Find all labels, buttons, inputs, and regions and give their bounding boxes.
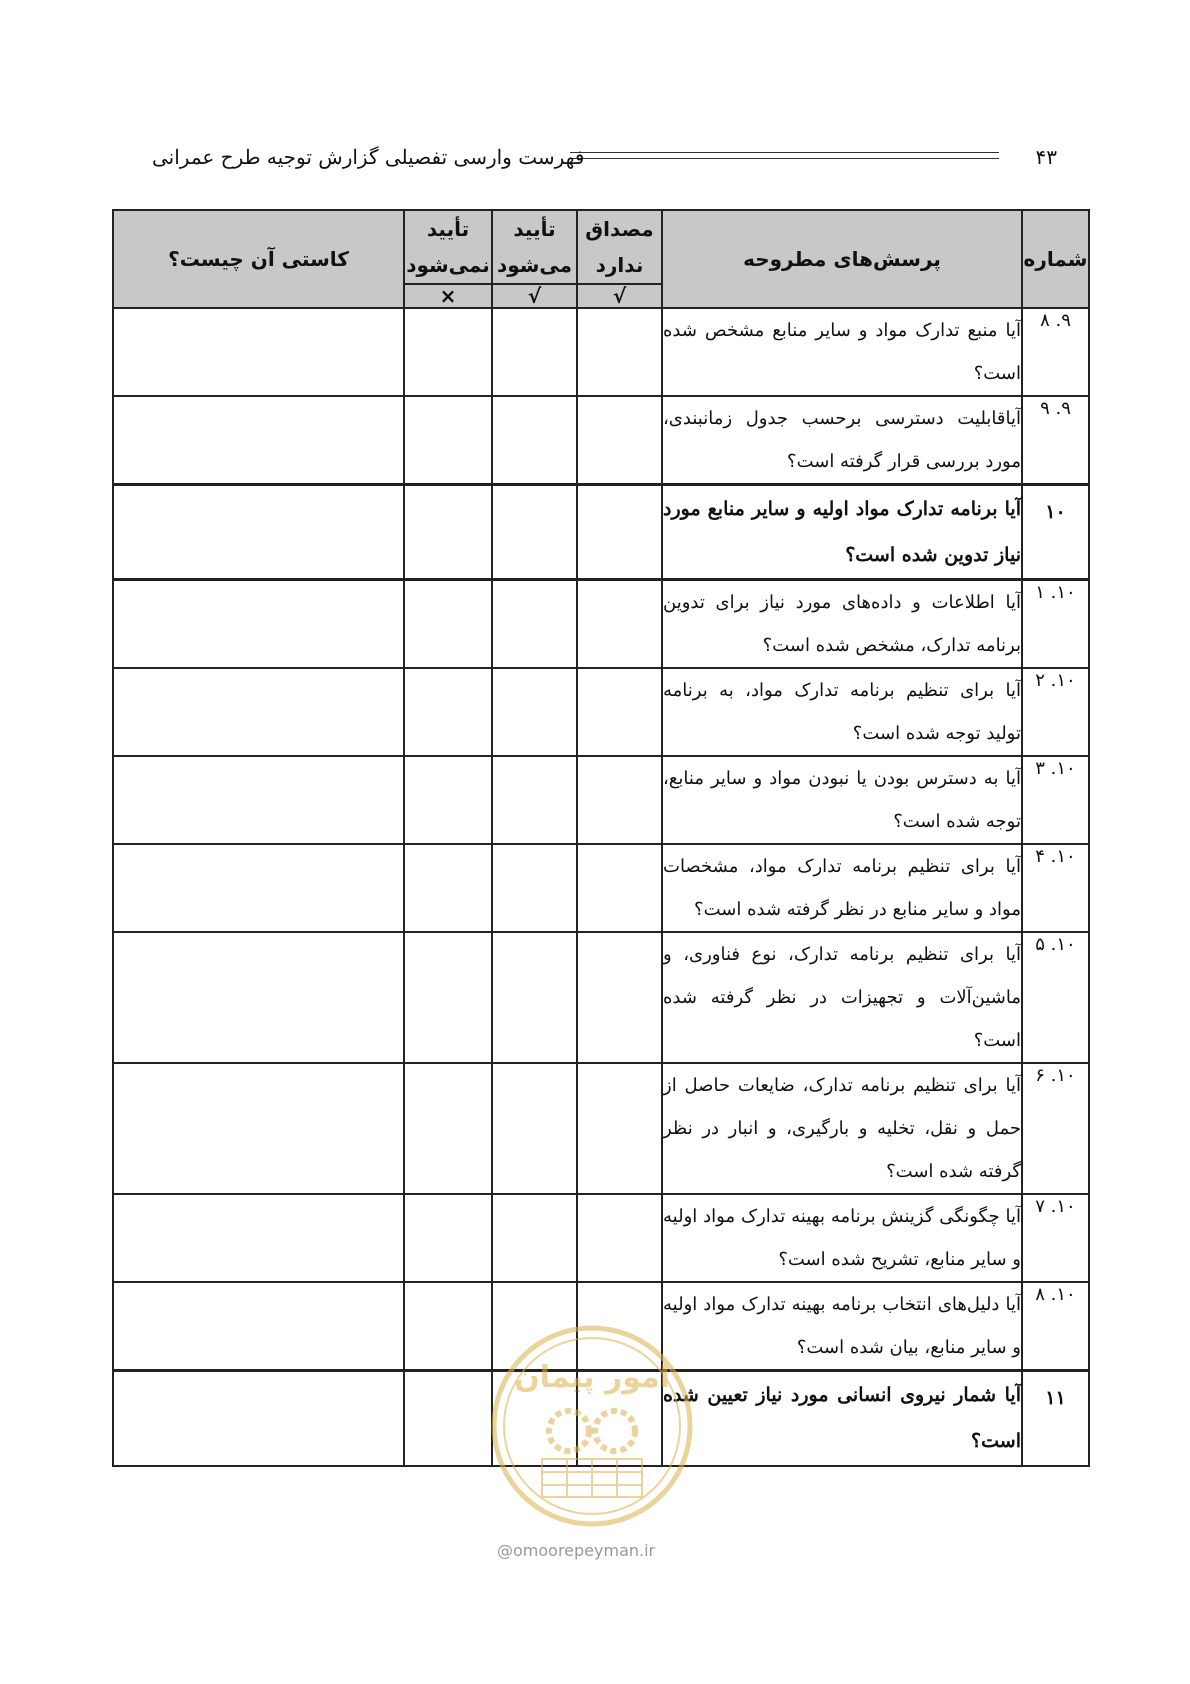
cell-confirmed — [492, 485, 577, 580]
row-number: ۱۰. ۶ — [1022, 1063, 1089, 1194]
col-deficiency-header: کاستی آن چیست؟ — [113, 210, 404, 308]
cell-confirmed — [492, 308, 577, 396]
section-row — [113, 485, 1089, 580]
row-number: ۱۰. ۸ — [1022, 1282, 1089, 1371]
col-number-header: شماره — [1022, 210, 1089, 308]
mark-not-applicable: √ — [577, 284, 662, 308]
cell-not-confirmed — [404, 844, 492, 932]
row-number: ۹. ۸ — [1022, 308, 1089, 396]
cell-deficiency — [113, 1194, 404, 1282]
table-row — [113, 1063, 1089, 1194]
cell-not-applicable — [577, 844, 662, 932]
cell-deficiency — [113, 932, 404, 1063]
row-number: ۱۰. ۲ — [1022, 668, 1089, 756]
cell-deficiency — [113, 485, 404, 580]
cell-not-confirmed — [404, 1282, 492, 1371]
cell-not-applicable — [577, 1194, 662, 1282]
row-question: آیا چگونگی گزینش برنامه بهینه تدارک مواد اولیه و سایر منابع، تشریح شده است؟ — [662, 1194, 1022, 1282]
cell-not-confirmed — [404, 485, 492, 580]
cell-not-applicable — [577, 308, 662, 396]
cell-not-applicable — [577, 396, 662, 485]
watermark-site: @omoorepeyman.ir — [497, 1541, 656, 1560]
cell-deficiency — [113, 580, 404, 669]
row-number: ۱۰. ۷ — [1022, 1194, 1089, 1282]
row-number: ۱۱ — [1022, 1371, 1089, 1466]
row-question: آیا برای تنظیم برنامه تدارک، ضایعات حاصل از حمل و نقل، تخلیه و بارگیری، و انبار در نظر گرفته شده است؟ — [662, 1063, 1022, 1194]
col-not-applicable-line2: ندارد — [595, 253, 644, 277]
row-number: ۱۰ — [1022, 485, 1089, 580]
cell-deficiency — [113, 668, 404, 756]
cell-not-confirmed — [404, 1194, 492, 1282]
cell-not-applicable — [577, 932, 662, 1063]
col-confirmed-line1: تأیید — [513, 217, 556, 241]
cell-not-confirmed — [404, 308, 492, 396]
cell-confirmed — [492, 844, 577, 932]
header-rule — [570, 152, 999, 159]
table-row — [113, 668, 1089, 756]
cell-confirmed — [492, 756, 577, 844]
row-question: آیا شمار نیروی انسانی مورد نیاز تعیین شده است؟ — [662, 1371, 1022, 1466]
col-not-confirmed-line1: تأیید — [426, 217, 470, 241]
row-question: آیا به دسترس بودن یا نبودن مواد و سایر منابع، توجه شده است؟ — [662, 756, 1022, 844]
table-row — [113, 844, 1089, 932]
header-row — [113, 210, 1089, 284]
cell-deficiency — [113, 756, 404, 844]
cell-not-applicable — [577, 485, 662, 580]
row-question: آیا برای تنظیم برنامه تدارک، نوع فناوری، و ماشین‌آلات و تجهیزات در نظر گرفته شده است؟ — [662, 932, 1022, 1063]
cell-not-confirmed — [404, 396, 492, 485]
col-confirmed-header — [492, 210, 577, 284]
row-number: ۱۰. ۳ — [1022, 756, 1089, 844]
row-question: آیا برای تنظیم برنامه تدارک مواد، به برنامه تولید توجه شده است؟ — [662, 668, 1022, 756]
cell-deficiency — [113, 308, 404, 396]
cell-confirmed — [492, 580, 577, 669]
cell-confirmed — [492, 932, 577, 1063]
cell-deficiency — [113, 844, 404, 932]
cell-confirmed — [492, 1194, 577, 1282]
col-not-applicable-header — [577, 210, 662, 284]
cell-confirmed — [492, 396, 577, 485]
header-title: فهرست وارسی تفصیلی گزارش توجیه طرح عمرانی — [152, 145, 585, 169]
col-question-header: پرسش‌های مطروحه — [662, 210, 1022, 308]
cell-deficiency — [113, 1371, 404, 1466]
cell-confirmed — [492, 1063, 577, 1194]
running-header — [152, 142, 1057, 172]
table-row — [113, 756, 1089, 844]
col-not-confirmed-header — [404, 210, 492, 284]
cell-not-applicable — [577, 1063, 662, 1194]
cell-deficiency — [113, 1063, 404, 1194]
cell-not-confirmed — [404, 668, 492, 756]
row-question: آیا اطلاعات و داده‌های مورد نیاز برای تدوین برنامه تدارک، مشخص شده است؟ — [662, 580, 1022, 669]
cell-not-applicable — [577, 580, 662, 669]
col-not-applicable-line1: مصداق — [585, 217, 654, 241]
watermark-logo — [487, 1321, 697, 1531]
table-row — [113, 396, 1089, 485]
page-number: ۴۳ — [1035, 145, 1057, 169]
row-question: آیاقابلیت دسترسی برحسب جدول زمانبندی، مورد بررسی قرار گرفته است؟ — [662, 396, 1022, 485]
cell-not-applicable — [577, 756, 662, 844]
row-question: آیا منبع تدارک مواد و سایر منابع مشخص شده است؟ — [662, 308, 1022, 396]
row-question: آیا دلیل‌های انتخاب برنامه بهینه تدارک مواد اولیه و سایر منابع، بیان شده است؟ — [662, 1282, 1022, 1371]
cell-not-confirmed — [404, 1371, 492, 1466]
table-row — [113, 580, 1089, 669]
row-number: ۱۰. ۴ — [1022, 844, 1089, 932]
watermark-logo-text: امور پیمان — [514, 1360, 670, 1395]
table-row — [113, 932, 1089, 1063]
mark-confirmed: √ — [492, 284, 577, 308]
mark-not-confirmed: × — [404, 284, 492, 308]
table-row — [113, 1194, 1089, 1282]
row-question: آیا برنامه تدارک مواد اولیه و سایر منابع مورد نیاز تدوین شده است؟ — [662, 485, 1022, 580]
cell-confirmed — [492, 668, 577, 756]
cell-not-confirmed — [404, 1063, 492, 1194]
table-row — [113, 308, 1089, 396]
cell-not-confirmed — [404, 580, 492, 669]
row-number: ۱۰. ۵ — [1022, 932, 1089, 1063]
checklist-table — [112, 209, 1090, 1467]
row-number: ۹. ۹ — [1022, 396, 1089, 485]
cell-deficiency — [113, 396, 404, 485]
cell-not-confirmed — [404, 756, 492, 844]
col-not-confirmed-line2: نمی‌شود — [406, 253, 490, 277]
cell-deficiency — [113, 1282, 404, 1371]
cell-not-applicable — [577, 668, 662, 756]
cell-not-confirmed — [404, 932, 492, 1063]
col-confirmed-line2: می‌شود — [496, 253, 573, 277]
row-number: ۱۰. ۱ — [1022, 580, 1089, 669]
row-question: آیا برای تنظیم برنامه تدارک مواد، مشخصات مواد و سایر منابع در نظر گرفته شده است؟ — [662, 844, 1022, 932]
